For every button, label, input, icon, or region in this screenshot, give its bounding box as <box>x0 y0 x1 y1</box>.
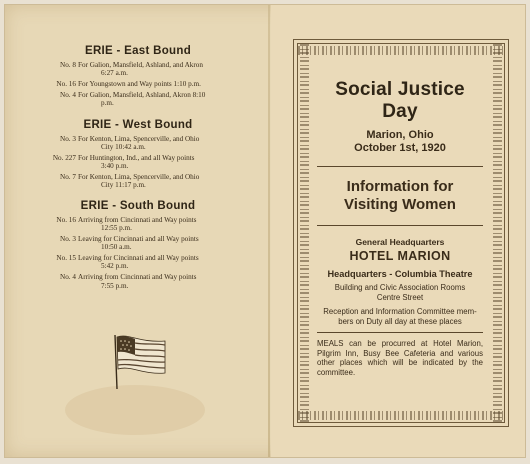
train-route: For Huntington, Ind., and all Way points <box>78 154 195 163</box>
train-time: 12:55 p.m. <box>101 224 132 233</box>
event-title: Social Justice Day <box>335 79 465 122</box>
train-route: Arriving from Cincinnati and Way points <box>78 216 197 224</box>
rooms-line2: Centre Street <box>376 292 424 302</box>
theatre-hq: Headquarters - Columbia Theatre <box>327 269 473 279</box>
general-hq-label: General Headquarters <box>355 237 445 247</box>
event-place: Marion, Ohio <box>366 129 434 141</box>
train-time: City 10:42 a.m. <box>101 143 146 152</box>
divider <box>317 332 483 333</box>
west-bound-section <box>42 119 234 192</box>
reception-line1: Reception and Information Committee mem- <box>323 307 477 316</box>
section-title: ERIE - South Bound <box>80 200 196 212</box>
program-leaflet <box>4 4 526 458</box>
train-time: 3:40 p.m. <box>101 162 129 171</box>
reception-line2: bers on Duty all day at these places <box>338 316 462 326</box>
train-number: No. 7 <box>60 173 76 182</box>
train-number: No. 16 <box>56 80 76 89</box>
train-number: No. 3 <box>60 235 76 244</box>
train-number: No. 15 <box>56 254 76 263</box>
rooms-line1: Building and Civic Association Rooms <box>334 283 466 292</box>
hotel-name: HOTEL MARION <box>349 249 451 263</box>
section-title: ERIE - East Bound <box>84 45 192 57</box>
train-route: Leaving for Cincinnati and all Way points <box>78 235 199 244</box>
train-number: No. 4 <box>60 273 76 282</box>
train-entry <box>42 135 234 152</box>
train-time: 10:50 a.m. <box>101 243 132 252</box>
train-route: For Kenton, Lima, Spencerville, and Ohio <box>78 173 200 182</box>
east-bound-section <box>42 45 234 110</box>
train-entry <box>42 235 234 252</box>
train-number: No. 16 <box>56 216 76 224</box>
train-time: 5:42 p.m. <box>101 262 129 271</box>
cover-panel <box>271 5 525 457</box>
fold-crease <box>268 5 270 457</box>
train-number: No. 4 <box>60 90 76 99</box>
border-ornament <box>298 46 504 55</box>
train-number: No. 3 <box>60 135 76 143</box>
event-date: October 1st, 1920 <box>354 142 446 154</box>
train-entry <box>42 273 234 290</box>
train-route: Arriving from Cincinnati and Way points <box>78 273 197 282</box>
train-time: p.m. <box>101 99 114 108</box>
south-bound-section <box>42 200 234 292</box>
train-entry <box>42 80 234 88</box>
train-number: No. 227 <box>52 154 76 163</box>
train-time: City 11:17 p.m. <box>101 181 146 190</box>
train-schedule-panel <box>5 5 267 457</box>
border-ornament <box>300 44 309 422</box>
train-time: 7:55 p.m. <box>101 281 129 290</box>
train-route: Leaving for Cincinnati and all Way points <box>78 254 199 263</box>
train-entry <box>42 254 234 271</box>
train-route: For Kenton, Lima, Spencerville, and Ohio <box>78 135 200 143</box>
border-ornament <box>493 44 502 422</box>
train-route: For Galion, Mansfield, Ashland, Akron 8:10 <box>78 90 206 99</box>
train-route: For Galion, Mansfield, Ashland, and Akron <box>78 61 203 69</box>
info-title-line1: Information for <box>346 178 454 195</box>
train-entry <box>42 154 234 171</box>
train-entry <box>42 216 234 233</box>
train-number: No. 8 <box>60 61 76 69</box>
border-ornament <box>298 411 504 420</box>
section-title: ERIE - West Bound <box>83 119 193 131</box>
us-flag-icon <box>109 331 169 391</box>
train-entry <box>42 91 234 108</box>
train-entry <box>42 173 234 190</box>
train-entry <box>42 61 234 78</box>
train-route: For Youngstown and Way points 1:10 p.m. <box>78 80 201 89</box>
train-time: 6:27 a.m. <box>101 69 128 78</box>
divider <box>317 225 483 226</box>
cover-content <box>317 79 483 377</box>
meals-notice: MEALS can be procurred at Hotel Marion, Pilgrim Inn, Busy Bee Cafeteria and various other places which will be indicated by the committee. <box>317 339 483 377</box>
divider <box>317 166 483 167</box>
info-title-line2: Visiting Women <box>344 196 456 213</box>
